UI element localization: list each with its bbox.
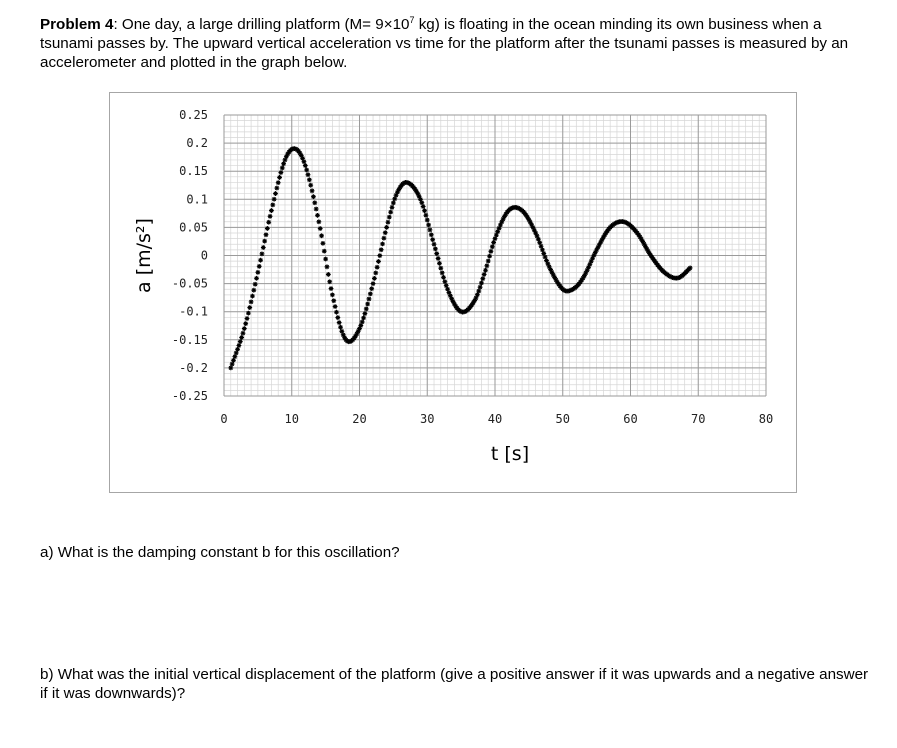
data-point [311, 194, 316, 199]
data-point [269, 208, 274, 213]
data-point [487, 254, 492, 259]
data-point [369, 286, 374, 291]
data-point [384, 225, 389, 230]
data-point [304, 168, 309, 173]
data-point [490, 244, 495, 249]
data-point [254, 276, 259, 281]
y-tick-labels [172, 108, 208, 403]
problem-text-1: : One day, a large drilling platform (M= 9×10 [113, 16, 410, 33]
data-point [425, 218, 430, 223]
data-point [327, 279, 332, 284]
acceleration-chart [110, 93, 796, 491]
data-point [257, 264, 262, 269]
data-point [483, 268, 488, 273]
data-point [361, 316, 366, 321]
data-point [430, 237, 435, 242]
x-tick-label: 0 [220, 412, 228, 426]
x-tick-label: 10 [284, 412, 299, 426]
question-a: a) What is the damping constant b for this oscillation? [40, 544, 400, 561]
y-tick-label: -0.05 [171, 276, 208, 291]
x-tick-label: 80 [758, 412, 774, 426]
data-point [323, 257, 328, 262]
data-point [250, 294, 255, 299]
data-point [479, 281, 484, 286]
data-point [238, 339, 243, 344]
data-point [433, 246, 438, 251]
y-tick-label: -0.2 [179, 360, 208, 375]
data-point [306, 172, 311, 177]
y-tick-label: -0.1 [179, 304, 208, 319]
data-point [388, 210, 393, 215]
data-point [331, 298, 336, 303]
data-point [270, 202, 275, 207]
data-point [429, 232, 434, 237]
data-point [364, 306, 369, 311]
chart-frame [109, 92, 797, 493]
data-point [245, 316, 250, 321]
data-point [261, 245, 266, 250]
problem-statement [40, 15, 870, 72]
x-axis-label: t [s] [490, 443, 530, 465]
data-point [363, 311, 368, 316]
data-point [251, 288, 256, 293]
data-point [335, 315, 340, 320]
data-point [365, 302, 370, 307]
data-point [319, 233, 324, 238]
data-point [478, 285, 483, 290]
data-point [241, 331, 246, 336]
data-point [242, 326, 247, 331]
data-point [372, 276, 377, 281]
data-point [253, 282, 258, 287]
data-point [375, 265, 380, 270]
data-point [426, 223, 431, 228]
data-point [437, 261, 442, 266]
y-tick-label: 0.2 [186, 136, 208, 151]
data-point [247, 305, 252, 310]
problem-text-2: kg) is floating in the ocean minding its own business when a tsunami passes by. The upward vertical acceleration vs time for the platform after the tsunami passes is measured by an accelerometer and plotted in the graph below. [40, 16, 849, 71]
data-points [228, 146, 692, 370]
data-point [255, 270, 260, 275]
data-point [371, 281, 376, 286]
data-point [379, 247, 384, 252]
data-point [436, 256, 441, 261]
data-point [308, 183, 313, 188]
data-point [246, 311, 251, 316]
data-point [316, 219, 321, 224]
data-point [367, 297, 372, 302]
data-point [390, 205, 395, 210]
data-point [312, 200, 317, 205]
data-point [260, 251, 265, 256]
data-point [318, 226, 323, 231]
data-point [314, 207, 319, 212]
data-point [440, 270, 445, 275]
data-point [326, 272, 331, 277]
data-point [489, 249, 494, 254]
problem-label: Problem 4 [40, 16, 114, 33]
y-tick-label: -0.15 [171, 332, 208, 347]
data-point [438, 266, 443, 271]
data-point [264, 232, 269, 237]
x-tick-labels [220, 412, 773, 426]
data-point [428, 227, 433, 232]
data-point [373, 271, 378, 276]
data-point [330, 292, 335, 297]
data-point [280, 166, 285, 171]
x-tick-label: 50 [555, 412, 570, 426]
y-axis-label: a [m/s²] [133, 218, 155, 293]
data-point [688, 266, 693, 271]
data-point [334, 310, 339, 315]
data-point [310, 188, 315, 193]
data-point [482, 272, 487, 277]
data-point [321, 241, 326, 246]
data-point [258, 258, 263, 263]
data-point [325, 264, 330, 269]
data-point [265, 226, 270, 231]
x-tick-label: 30 [420, 412, 435, 426]
data-point [380, 242, 385, 247]
data-point [423, 213, 428, 218]
y-tick-label: 0.15 [179, 164, 208, 179]
data-point [484, 263, 489, 268]
data-point [243, 321, 248, 326]
y-tick-label: 0.25 [179, 108, 208, 122]
problem-exponent: 7 [409, 14, 415, 25]
data-point [315, 213, 320, 218]
data-point [322, 249, 327, 254]
question-b: b) What was the initial vertical displacement of the platform (give a positive answer if it was upwards and a negative answer if it was downwards)? [40, 666, 869, 702]
data-point [337, 320, 342, 325]
data-point [434, 251, 439, 256]
data-point [333, 304, 338, 309]
data-point [307, 177, 312, 182]
data-point [486, 259, 491, 264]
y-tick-label: 0.1 [186, 192, 208, 207]
data-point [272, 197, 277, 202]
x-tick-label: 20 [352, 412, 367, 426]
x-tick-label: 70 [691, 412, 706, 426]
data-point [276, 180, 281, 185]
data-point [421, 204, 426, 209]
data-point [432, 242, 437, 247]
data-point [274, 186, 279, 191]
x-tick-label: 40 [487, 412, 503, 426]
data-point [249, 299, 254, 304]
data-point [441, 275, 446, 280]
y-tick-label: 0.05 [179, 220, 208, 235]
data-point [266, 220, 271, 225]
data-point [303, 163, 308, 168]
data-point [377, 253, 382, 258]
x-tick-label: 60 [623, 412, 638, 426]
data-point [262, 239, 267, 244]
data-point [422, 208, 427, 213]
data-point [277, 175, 282, 180]
data-point [279, 170, 284, 175]
data-point [387, 215, 392, 220]
data-point [273, 191, 278, 196]
data-point [480, 276, 485, 281]
y-tick-label: -0.25 [171, 389, 208, 403]
data-point [329, 286, 334, 291]
data-point [368, 291, 373, 296]
data-point [386, 220, 391, 225]
data-point [338, 325, 343, 330]
data-point [268, 214, 273, 219]
y-tick-label: 0 [200, 248, 208, 263]
data-point [383, 230, 388, 235]
data-point [376, 259, 381, 264]
data-point [239, 335, 244, 340]
data-point [381, 236, 386, 241]
